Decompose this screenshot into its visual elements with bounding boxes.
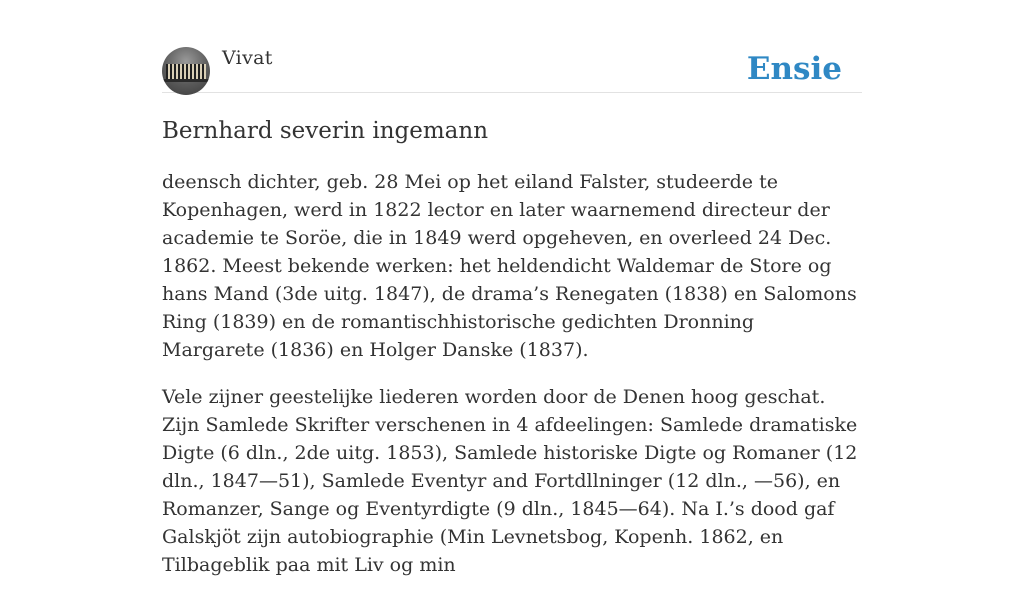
header <box>162 0 862 93</box>
author-avatar[interactable] <box>162 47 210 95</box>
site-logo[interactable]: Ensie <box>746 51 842 87</box>
author-name[interactable]: Vivat <box>222 47 273 69</box>
page <box>162 0 862 576</box>
paragraph: deensch dichter, geb. 28 Mei op het eiland Falster, studeerde te Kopenhagen, werd in 1822 lector en later waarnemend directeur der academie te Soröe, die in 1849 werd opgeheven, en overleed 24 Dec. 1862. Meest bekende werken: het heldendicht Waldemar de Store og hans Mand (3de uitg. 1847), de drama’s Renegaten (1838) en Salomons Ring (1839) en de romantischhistorische gedichten Dronning Margarete (1836) en Holger Danske (1837). <box>162 171 857 361</box>
article-body <box>162 168 862 598</box>
paragraph: Vele zijner geestelijke liederen worden door de Denen hoog geschat. Zijn Samlede Skrifter verschenen in 4 afdeelingen: Samlede dramatiske Digte (6 dln., 2de uitg. 1853), Samlede historiske Digte og Romaner (12 dln., 1847—51), Samlede Eventyr and Fortdllninger (12 dln., —56), en Romanzer, Sange og Eventyrdigte (9 dln., 1845—64). Na I.’s dood gaf Galskjöt zijn autobiographie (Min Levnetsbog, Kopenh. 1862, en Tilbageblik paa mit Liv og min <box>162 386 858 576</box>
article-title: Bernhard severin ingemann <box>162 118 489 144</box>
bookshelf-icon <box>166 64 206 79</box>
shelf-line <box>162 79 210 82</box>
